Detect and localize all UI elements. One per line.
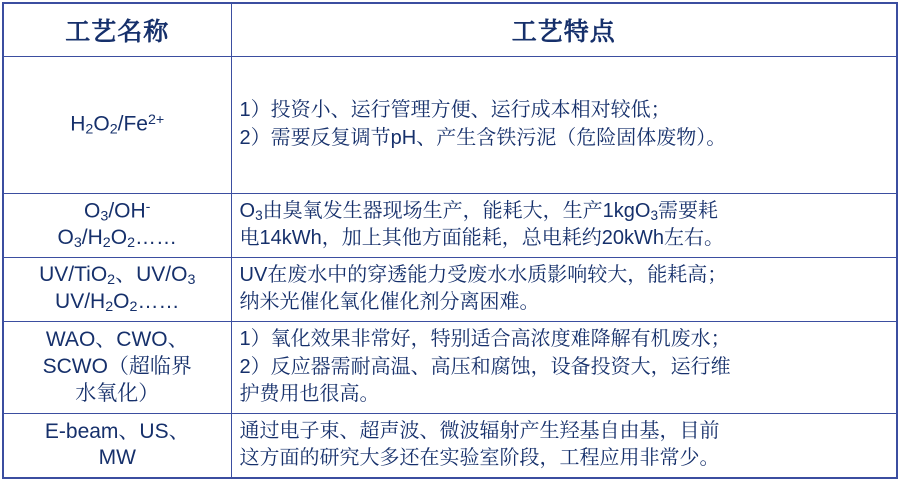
process-name-cell xyxy=(3,57,231,194)
process-features-cell xyxy=(231,257,897,321)
process-name-line: $O_3/H_2O_2\dots\dots$ xyxy=(57,226,177,252)
process-name-line: 水氧化） xyxy=(75,381,160,405)
feature-line: 2）需要反复调节pH、产生含铁污泥（危险固体废物）。 xyxy=(239,126,727,149)
feature-line: 纳米光催化氧化催化剂分离困难。 xyxy=(239,291,540,314)
table-row xyxy=(3,193,897,257)
process-name-cell xyxy=(3,193,231,257)
table-header xyxy=(3,3,897,57)
process-features-cell xyxy=(231,322,897,414)
feature-line: 通过电子束、超声波、微波辐射产生羟基自由基，目前 xyxy=(239,419,720,442)
process-name-line: UV/TiO$_2$、$UV/O_3$ xyxy=(39,263,196,289)
process-features-cell xyxy=(231,413,897,478)
process-name-cell xyxy=(3,257,231,321)
process-name-line: WAO、CWO、 xyxy=(45,328,189,352)
table-row xyxy=(3,413,897,478)
process-name-cell xyxy=(3,322,231,414)
table-body xyxy=(3,57,897,479)
process-name-line: MW xyxy=(98,446,136,470)
table-row xyxy=(3,322,897,414)
column-header-process-features: 工艺特点 xyxy=(231,3,897,57)
feature-line: 这方面的研究大多还在实验室阶段，工程应用非常少。 xyxy=(239,447,720,470)
process-name-cell xyxy=(3,413,231,478)
table-row xyxy=(3,257,897,321)
feature-line: 2）反应器需耐高温、高压和腐蚀，设备投资大，运行维 xyxy=(239,355,731,378)
table-header-row xyxy=(3,3,897,57)
process-name-line: E-beam、US、 xyxy=(44,419,190,443)
feature-line: $O_3$由臭氧发生器现场生产，能耗大，生产1kgO$_3$需要耗 xyxy=(239,199,718,223)
feature-line: 1）投资小、运行管理方便、运行成本相对较低； xyxy=(239,99,671,122)
process-comparison-table xyxy=(2,2,898,479)
feature-line: UV在废水中的穿透能力受废水水质影响较大，能耗高； xyxy=(239,263,728,286)
process-name-line: SCWO（超临界 xyxy=(42,354,192,378)
feature-line: 护费用也很高。 xyxy=(239,383,380,406)
process-name-line: $O_3/OH^-$ xyxy=(84,198,151,225)
feature-line: 电14kWh，加上其他方面能耗，总电耗约20kWh左右。 xyxy=(239,227,724,250)
column-header-process-name: 工艺名称 xyxy=(3,3,231,57)
process-features-cell xyxy=(231,57,897,194)
process-features-cell xyxy=(231,193,897,257)
table-row xyxy=(3,57,897,194)
process-name-line: $UV/H_2O_2\dots\dots$ xyxy=(55,290,180,316)
feature-line: 1）氧化效果非常好，特别适合高浓度难降解有机废水； xyxy=(239,328,731,351)
process-name-line: $H_2O_2/Fe^{2+}$ xyxy=(70,111,165,138)
